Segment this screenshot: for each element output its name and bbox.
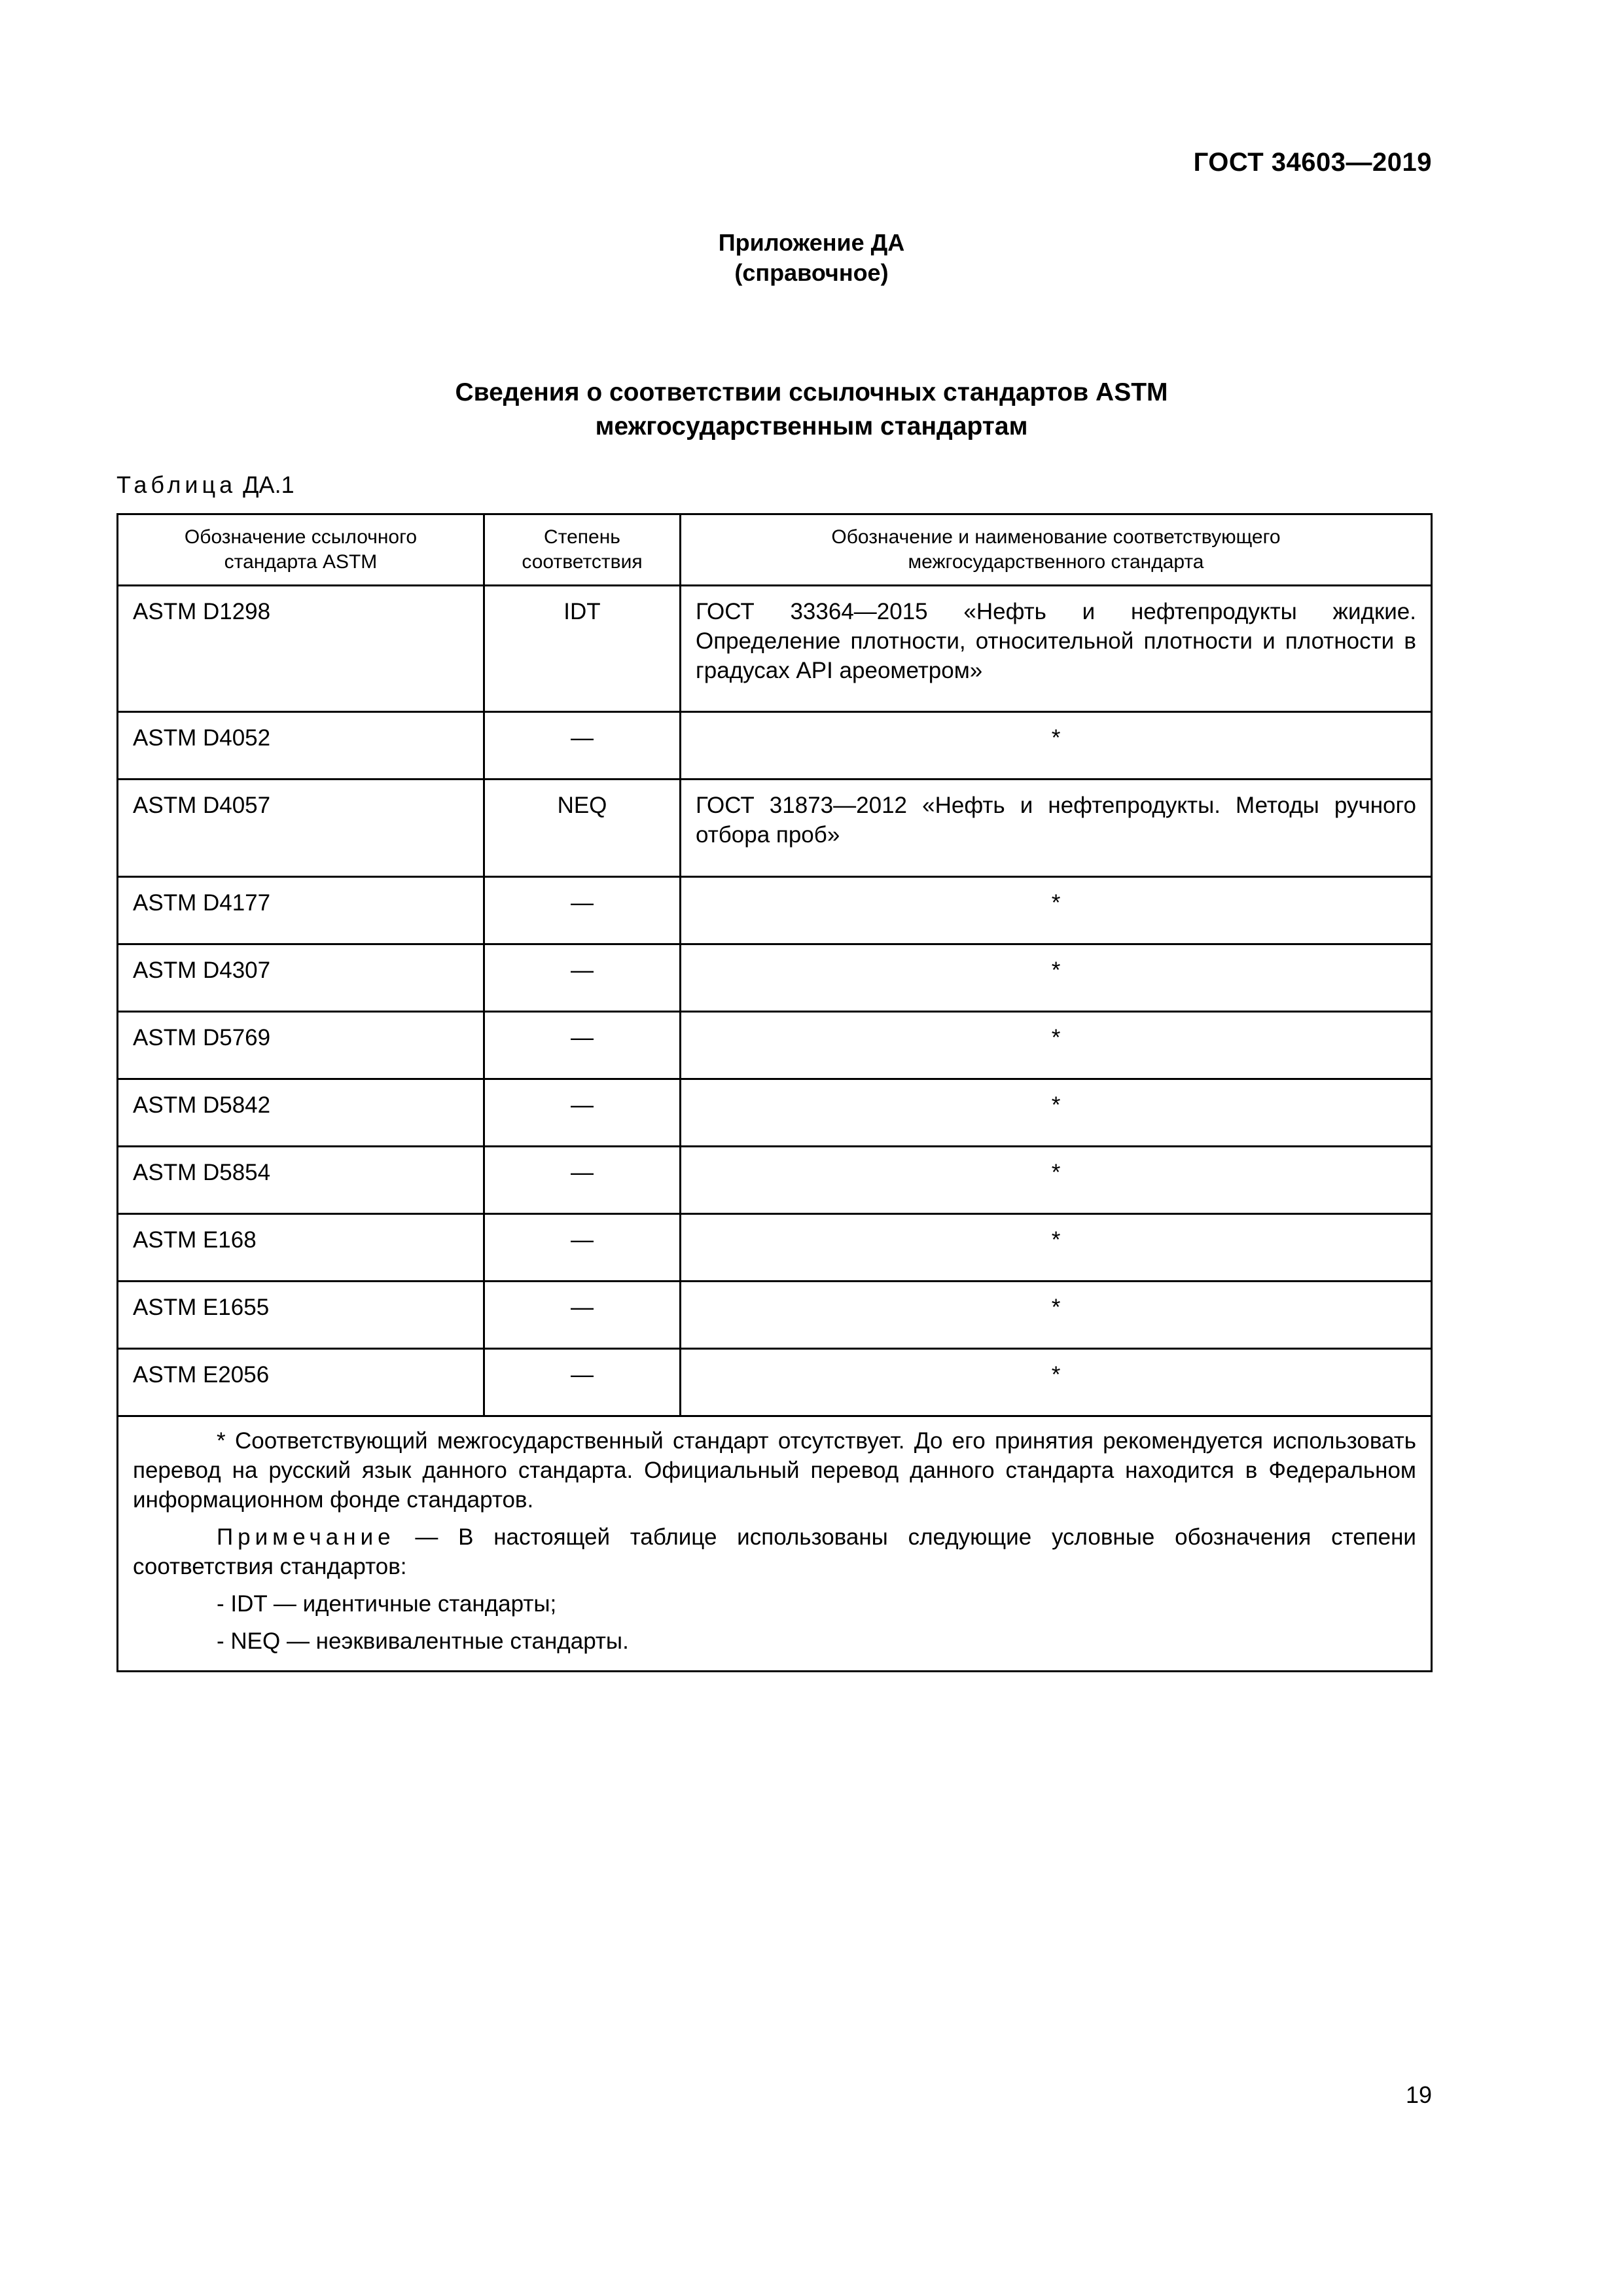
table-row: [118, 1349, 1432, 1416]
ref-cell: ASTM D5769: [118, 1012, 484, 1079]
table-row: [118, 586, 1432, 712]
standard-cell: *: [681, 1214, 1432, 1282]
table-row: [118, 944, 1432, 1012]
table-header-row: [118, 514, 1432, 586]
standard-cell: *: [681, 944, 1432, 1012]
ref-cell: ASTM D4307: [118, 944, 484, 1012]
section-title: [0, 376, 1623, 444]
table-row: [118, 1079, 1432, 1147]
appendix-subtitle: (справочное): [734, 259, 889, 286]
degree-cell: —: [484, 1214, 681, 1282]
table-caption: [116, 471, 294, 499]
table-row: [118, 1147, 1432, 1214]
degree-cell: —: [484, 1147, 681, 1214]
legend-item: - IDT — идентичные стандарты;: [217, 1591, 557, 1617]
degree-cell: —: [484, 1349, 681, 1416]
ref-cell: ASTM E168: [118, 1214, 484, 1282]
standard-cell: ГОСТ 31873—2012 «Нефть и нефтепродукты. Методы ручного отбора проб»: [681, 780, 1432, 877]
note-text: — В настоящей таблице использованы следующие условные обозначения степени соответствия стандартов:: [133, 1524, 1416, 1579]
column-header-degree: Степень соответствия: [484, 514, 681, 586]
degree-cell: —: [484, 1282, 681, 1349]
table-row: [118, 1012, 1432, 1079]
standard-cell: *: [681, 1349, 1432, 1416]
standard-cell: *: [681, 712, 1432, 780]
ref-cell: ASTM D4177: [118, 877, 484, 944]
degree-cell: IDT: [484, 586, 681, 712]
section-title-line-1: Сведения о соответствии ссылочных стандартов ASTM: [455, 378, 1168, 406]
ref-cell: ASTM D4052: [118, 712, 484, 780]
table-caption-id: ДА.1: [243, 471, 294, 498]
ref-cell: ASTM D5854: [118, 1147, 484, 1214]
appendix-title: Приложение ДА: [718, 229, 905, 256]
ref-cell: ASTM D4057: [118, 780, 484, 877]
ref-cell: ASTM E2056: [118, 1349, 484, 1416]
ref-cell: ASTM D5842: [118, 1079, 484, 1147]
correspondence-table: [116, 513, 1433, 1672]
footnote-text: * Соответствующий межгосударственный стандарт отсутствует. До его принятия рекомендуется использовать перевод на русский язык данного стандарта. Официальный перевод данного стандарта находится в Федеральном информационном фонде стандартов.: [133, 1428, 1416, 1513]
table-row: [118, 1214, 1432, 1282]
standard-cell: *: [681, 1012, 1432, 1079]
standard-cell: *: [681, 1282, 1432, 1349]
page-number: 19: [1405, 2081, 1432, 2108]
degree-cell: —: [484, 944, 681, 1012]
column-header-standard: Обозначение и наименование соответствующего межгосударственного стандарта: [681, 514, 1432, 586]
standard-cell: *: [681, 1147, 1432, 1214]
degree-cell: —: [484, 712, 681, 780]
standard-cell: *: [681, 877, 1432, 944]
ref-cell: ASTM E1655: [118, 1282, 484, 1349]
standard-cell: ГОСТ 33364—2015 «Нефть и нефтепродукты жидкие. Определение плотности, относительной плотности и плотности в градусах API ареометром»: [681, 586, 1432, 712]
table-row: [118, 712, 1432, 780]
degree-cell: —: [484, 1079, 681, 1147]
table-notes: [118, 1416, 1432, 1672]
note-paragraph: [133, 1522, 1416, 1581]
column-header-ref: Обозначение ссылочного стандарта ASTM: [118, 514, 484, 586]
degree-cell: NEQ: [484, 780, 681, 877]
note-label: Примечание: [217, 1524, 395, 1550]
legend-item: - NEQ — неэквивалентные стандарты.: [217, 1628, 629, 1654]
table-caption-word: Таблица: [116, 471, 237, 498]
table-row: [118, 1282, 1432, 1349]
table-row: [118, 877, 1432, 944]
document-code: ГОСТ 34603—2019: [1193, 148, 1432, 177]
degree-cell: —: [484, 877, 681, 944]
section-title-line-2: межгосударственным стандартам: [595, 412, 1028, 440]
ref-cell: ASTM D1298: [118, 586, 484, 712]
standard-cell: *: [681, 1079, 1432, 1147]
degree-cell: —: [484, 1012, 681, 1079]
table-row: [118, 780, 1432, 877]
table-footer-row: [118, 1416, 1432, 1672]
appendix-heading: [0, 228, 1623, 288]
legend-list: [133, 1589, 1416, 1656]
